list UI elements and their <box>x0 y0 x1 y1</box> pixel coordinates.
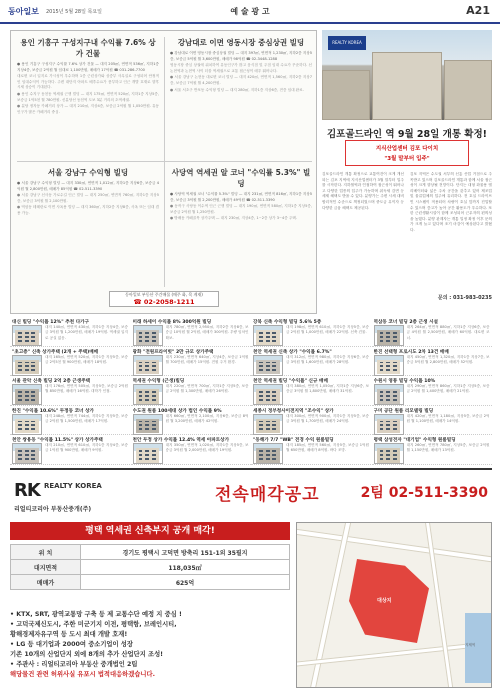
site-map <box>296 522 492 688</box>
article-text: ● 용인 기흥구 구성지구 수익률 7.6% 상가 건물 — 대지 205㎡, 연면적 536㎡, 지하1층 지상4층, 보증금 2억원 월 임대료 1,100만원, 매매가 17억원 ☎ 031-286-7700 대로변 코너 입지로 가시성이 우수하며 1층 근린상가와 상층부 사무실로 구성되어 안정적인 임대수익이 가능하다. 주변 대단지 아파트 배후수요가 풍부하고 인근 개발 호재로 향후 시세 상승이 기대된다. ● 용인 수지구 동천동 역세권 근생 빌딩 — 대지 175㎡, 연면적 520㎡, 지하1층 지상5층, 보증금 1억5천 월 780만원. 신분당선 동천역 도보 3분 거리의 초역세권. ● 분당 정자동 카페거리 상가 — 대지 210㎡, 지상4층, 보증금 2억원 월 1,050만원. 유동인구가 많은 카페거리 중심. <box>17 62 159 114</box>
article-title: 서울 강남구 수익형 빌딩 <box>47 168 129 177</box>
realty-logo-name: REALTY KOREA <box>44 482 102 490</box>
listing-photo <box>374 414 404 435</box>
banner-phone: ☎ 02-2058-1211 <box>133 298 195 306</box>
listing-card <box>251 407 371 436</box>
listing-title: 미래 하세이 수익률 8% 300억원 빌딩 <box>132 320 212 325</box>
article-cell <box>17 167 159 218</box>
listing-card <box>131 436 251 465</box>
listing-photo <box>374 384 404 405</box>
issue-date: 2015년 5월 28일 목요일 <box>46 9 103 15</box>
listing-title: 광화 "전원프라이빗" 2만 규모 상가주택 <box>132 349 214 355</box>
listing-text: 대지 312㎡, 연면적 980㎡, 지하1층 지상6층, 보증금 3억원 월 1,600만원, 매매가 28억원. <box>286 354 369 364</box>
listing-card <box>372 377 492 406</box>
listing-photo <box>253 355 283 376</box>
ad-bullet: • LG 등 대기업과 2000여 중소기업이 성장 <box>10 641 133 648</box>
listing-text: 대지 660㎡, 연면적 2,100㎡, 지상6층, 보증금 8억원 월 3,200만원, 매매가 42억원. <box>165 413 249 423</box>
listing-photo <box>374 355 404 376</box>
article-title: 용인 기흥구 구성지구내 수익률 7.6% 상가 건물 <box>20 38 156 58</box>
listing-card <box>131 377 251 406</box>
listing-text: 대지 264㎡, 연면적 880㎡, 지하1층 지상6층, 보증금 4억원 월 2,500만원, 매매가 60억원. 대로변 코너. <box>406 325 490 340</box>
listing-title: 천안 역세권 빌딩 "수익률" 신규 매매 <box>253 379 328 384</box>
sale-ad <box>10 522 492 690</box>
ad-bullet: • 고덕국제신도시, 주한 미군기지 이전, 평택항, 브레인시티, <box>10 621 177 628</box>
ad-bullet: 기존 10개의 산업단지 외에 8개의 추가 산업단지 조성! <box>10 651 164 658</box>
listing-card <box>131 318 251 347</box>
realty-banner <box>10 468 492 518</box>
listing-card <box>251 377 371 406</box>
table-value: 118,035㎡ <box>81 560 290 575</box>
listing-photo <box>133 414 163 435</box>
banner-text: 동아일보 부동산 주간매물 (매주 화, 목 게재) <box>125 292 203 297</box>
feature-contact: 문의 : 031-983-0235 <box>437 295 492 301</box>
listing-photo <box>253 325 283 346</box>
listing-text: 대지 350㎡, 연면적 1,020㎡, 지하1층 지상5층, 보증금 3억원 월 2,000만원, 매매가 19억원. <box>165 443 249 453</box>
listing-card <box>10 377 130 406</box>
listing-text: 대지 450㎡, 연면적 1,320㎡, 지하1층 지상7층, 보증금 5억원 월 2,800만원, 매매가 52억원. <box>406 354 490 364</box>
realty-company-name: 리얼티코리아 부동산중개(주) <box>14 506 92 513</box>
listing-text: 대지 420㎡, 연면적 1,180㎡, 지상5층, 보증금 2억원 월 1,100만원, 매매가 14억원. <box>406 413 490 423</box>
section-title: 예 술 광 고 <box>230 7 270 16</box>
listing-photo <box>253 384 283 405</box>
listing-card <box>131 348 251 377</box>
banner-phone: 2팀 02-511-3390 <box>360 485 488 501</box>
listing-title: 한진 "수익률 10.6%" 두정동 코너 상가 <box>12 408 94 414</box>
listing-title: 서울 관악 신축 빌딩 2억 2층 근생주택 <box>12 379 91 384</box>
listing-photo <box>12 355 42 376</box>
feature-subtitle-box <box>345 140 469 166</box>
listing-card <box>251 436 371 465</box>
feature-subtitle: "3월 말부터 입주" <box>384 156 430 162</box>
article-cell <box>170 167 312 223</box>
ad-bullets <box>10 610 290 680</box>
table-row <box>11 545 290 560</box>
table-value: 625억 <box>81 575 290 590</box>
building-sign: REALTY KOREA <box>328 36 366 50</box>
article-text: ● 서울 강남구 수익형 빌딩 — 대지 330㎡, 연면적 1,012㎡, 지하1층 지상6층, 보증금 4억원 월 2,800만원, 매매가 85억원 ☎ 02-511-3390 ● 서울 강남구 신사동 가로수길 인근 빌딩 — 대지 250㎡, 연면적 760㎡, 지하1층 지상5층, 보증금 3억원 월 2,100만원. ● 역삼동 테헤란로 이면 사옥용 빌딩 — 대지 360㎡, 지하2층 지상8층, 사옥 또는 임대 겸용 가능. <box>17 181 159 215</box>
listing-text: 대지 185㎡, 연면적 560㎡, 지상5층, 보증금 1억원 월 650만원, 매매가 8억원. 바다 조망. <box>286 443 369 453</box>
ad-disclaimer: 해당물건 관련 허위사실 유포시 법적대응하겠습니다. <box>10 671 155 678</box>
page-number: A21 <box>466 4 490 17</box>
listing-photo <box>133 325 163 346</box>
article-body: ● 강남대로 이면 영동시장 중심상권 빌딩 — 대지 397㎡, 연면적 1,230㎡, 지하2층 지상5층, 보증금 5억원 월 3,600만원, 매매가 98억원 ☎ 02-3448-1288 <box>170 51 312 61</box>
station-label: 지제역 <box>465 643 476 647</box>
article-body: ● 사당역 역세권 코너 "수익률 5.3%" 빌딩 — 대지 231㎡, 연면적 816㎡, 지하1층 지상5층, 보증금 3억원 월 2,200만원, 매매가 49억원 ☎ 02-511-3390 <box>170 192 312 202</box>
listing-text: 대지 165㎡, 연면적 520㎡, 지하1층 지상5층, 보증금 2억5천 월 900만원, 매매가 18억원. <box>45 354 128 364</box>
article-text: ● 강남대로 이면 영동시장 중심상권 빌딩 — 대지 397㎡, 연면적 1,230㎡, 지하2층 지상5층, 보증금 5억원 월 3,600만원, 매매가 98억원 ☎ 02-3448-1288 영동시장 중심 상권에 위치하여 유동인구가 많고 음식점 및 주점 임대 수요가 꾸준하다. 신논현역과 논현역 사이 더블 역세권으로 교통 접근성이 매우 뛰어나다. ● 서울 강남구 논현동 대로변 코너 빌딩 — 대지 420㎡, 연면적 1,560㎡, 지하2층 지상7층, 보증금 7억원 월 4,200만원. ● 서울 서초구 반포동 수익형 빌딩 — 대지 280㎡, 지하1층 지상6층, 전층 임대 완료. <box>170 51 312 92</box>
article-cell <box>170 37 312 94</box>
divider <box>17 161 312 162</box>
masthead <box>0 0 500 24</box>
listing-card <box>372 348 492 377</box>
listing-text: 대지 780㎡, 연면적 2,950㎡, 지하2층 지상8층, 보증금 10억원 월 2억원, 매매가 300억원. 우량 임차인 확보. <box>165 325 249 340</box>
feature-title: 김포골드라인 역 9월 28일 개통 확정! <box>326 129 487 140</box>
listing-card <box>372 436 492 465</box>
plot-label: 대상지 <box>377 598 392 604</box>
listing-title: 천안 두정 상가 수익률 12.4% 역세 아파트상가 <box>132 438 230 443</box>
top-listing-box <box>10 30 317 314</box>
listing-card <box>10 318 130 347</box>
feature-body: 김포 지역은 수도권 서부의 신흥 산업 거점으로 주목받고 있으며 김포골드라인 개통과 함께 서울 접근성이 크게 향상될 전망이다. 단지는 대형 화물용 엘리베이터와 넓은 주차 공간을 갖추고 있어 제조업 및 물류업체의 입주에 유리하다. 전 호실 드라이브인 시스템이 적용되어 차량이 호실 앞까지 진입할 수 있으며 층고가 높아 공간 활용도가 우수하다. 또한 근린생활시설이 함께 조성되어 근무자의 편의성을 높였다. 분양 관계자는 개통 일정 확정 이후 문의가 크게 늘고 있다며 조기 마감이 예상된다고 밝혔다. <box>410 172 492 232</box>
table-value: 경기도 평택시 고덕면 방축리 151-1외 35필지 <box>81 545 290 560</box>
listing-title: 역삼동 코너 빌딩 2층 근생 시설 <box>373 320 438 325</box>
listing-text: 대지 248㎡, 연면적 744㎡, 지하1층 지상5층, 보증금 2억원 월 1,500만원, 매매가 17억원. <box>45 413 128 423</box>
listing-card <box>372 318 492 347</box>
article-cell <box>17 37 159 116</box>
listing-photo <box>12 325 42 346</box>
listing-text: 대지 260㎡, 연면적 780㎡, 지상5층, 보증금 2억원 월 1,150만원, 매매가 13억원. <box>406 443 490 453</box>
table-row <box>11 575 290 590</box>
ad-bullet: • KTX, SRT, 광역교통망 구축 등 제 교통수단 예정 지 중심 ! <box>10 611 182 618</box>
listing-photo <box>374 443 404 464</box>
article-body: ● 서울 강남구 수익형 빌딩 — 대지 330㎡, 연면적 1,012㎡, 지하1층 지상6층, 보증금 4억원 월 2,800만원, 매매가 85억원 ☎ 02-511-3390 <box>17 181 159 191</box>
listing-text: 대지 290㎡, 연면적 860㎡, 지하1층 지상5층, 보증금 2억원 월 1,400만원, 매매가 21억원. <box>406 384 490 394</box>
table-key: 매매가 <box>11 575 81 590</box>
listing-title: 대신 빌딩 "수익률 12%" 추천 다가구 <box>12 320 90 325</box>
ad-info-table <box>10 544 290 590</box>
listing-text: 대지 210㎡, 연면적 610㎡, 지하1층 지상4층, 보증금 1억원 월 900만원, 매매가 9억원. <box>45 443 128 453</box>
listing-card <box>131 407 251 436</box>
article-title: 사당역 역세권 알 코너 "수익률 5.3%" 빌딩 <box>171 168 311 188</box>
ad-bullet: • 주관사 : 리얼티코리아 부동산 중개법인 2팀 <box>10 661 138 668</box>
listing-card <box>251 348 371 377</box>
listing-text: 대지 176㎡, 연면적 505㎡, 지상5층, 보증금 2억원 월 850만원, 매매가 16억원. 대학가 인접. <box>45 384 128 394</box>
listing-title: 천안 역세권 신축 상가 "수익률 6.7%" <box>253 349 332 355</box>
banner-title: 전속매각공고 <box>215 485 320 505</box>
listing-card <box>251 318 371 347</box>
listing-text: 대지 220㎡, 연면적 700㎡, 지하1층 지상5층, 보증금 2억원 월 1,300만원, 매매가 26억원. <box>165 384 249 394</box>
listing-photo <box>374 325 404 346</box>
phone-banner <box>109 291 219 307</box>
listing-photo <box>133 384 163 405</box>
listing-title: 세종시 정부청사이전지역 "조수익" 상가 <box>253 408 334 414</box>
feature-photo <box>322 30 492 120</box>
newspaper-logo: 동아일보 <box>8 7 39 16</box>
listing-title: "동해가 7/7 "WB" 전경 수익 원룸빌딩 <box>253 438 334 443</box>
article-body: ● 용인 기흥구 구성지구 수익률 7.6% 상가 건물 — 대지 205㎡, 연면적 536㎡, 지하1층 지상4층, 보증금 2억원 월 임대료 1,100만원, 매매가 17억원 ☎ 031-286-7700 <box>17 62 159 72</box>
listing-card <box>372 407 492 436</box>
listing-text: 대지 300㎡, 연면적 900㎡, 지하1층 지상5층, 보증금 3억원 월 1,700만원, 매매가 24억원. <box>286 413 369 423</box>
table-key: 대지면적 <box>11 560 81 575</box>
ad-headline: 평택 역세권 신축부지 공개 매각! <box>10 522 290 540</box>
table-row <box>11 560 290 575</box>
divider <box>164 37 165 287</box>
listing-title: 평택 삼성전자 "대기업" 수익형 원룸빌딩 <box>373 438 456 443</box>
listing-photo <box>253 443 283 464</box>
listing-title: "초고층" 신축 상가주택 (2개 + 주택)매매 <box>12 349 99 355</box>
feature-body: 김포골드라인 개통 확정으로 교통여건이 크게 개선되는 김포 지역에 지식산업센터가 3월 말부터 입주를 시작한다. 지하철역과 인접하여 접근성이 뛰어나고 다양한 업종의 입주가 가능하며 취득세 감면 등 세제 혜택도 받을 수 있다. 분양가는 주변 시세 대비 합리적인 수준으로 책정되었으며 중도금 무이자 등 다양한 금융 혜택도 제공된다. <box>322 172 404 210</box>
listing-grid <box>10 318 492 466</box>
listing-photo <box>12 414 42 435</box>
listing-text: 대지 380㎡, 연면적 1,050㎡, 지하1층 지상6층, 보증금 3억원 월 1,800만원, 매매가 31억원. <box>286 384 369 394</box>
listing-title: 천안 쌍용동 "수익률 11.5%" 상가 상가주택 <box>12 438 103 443</box>
water-area <box>465 613 491 683</box>
listing-text: 대지 198㎡, 연면적 610㎡, 지하1층 지상5층, 보증금 2억원 월 1,000만원, 매매가 22억원. 신축 건물. <box>286 325 369 335</box>
table-key: 위 치 <box>11 545 81 560</box>
listing-card <box>10 436 130 465</box>
ad-bullet: 황해경제자유구역 등 도시 최대 개발 호재! <box>10 631 128 638</box>
listing-title: 역세권 수익형 (근생)빌딩 <box>132 379 185 384</box>
listing-photo <box>133 355 163 376</box>
realty-logo: RK <box>14 480 40 501</box>
listing-title: 한진 선택형 프로시도 2차 13건 매매 <box>373 349 449 355</box>
listing-card <box>10 348 130 377</box>
listing-photo <box>133 443 163 464</box>
listing-title: 구미 공단 원룸 리모델링 빌딩 <box>373 408 434 414</box>
listing-card <box>10 407 130 436</box>
listing-title: 수원시 영통 빌딩 수익률 10% <box>373 379 436 384</box>
listing-photo <box>12 384 42 405</box>
listing-text: 대지 140㎡, 연면적 430㎡, 지하1층 지상4층, 보증금 3억원 월 1,200만원, 매매가 19억원. 역세권 입지로 공실 없음. <box>45 325 128 340</box>
listing-photo <box>12 443 42 464</box>
article-text: ● 사당역 역세권 코너 "수익률 5.3%" 빌딩 — 대지 231㎡, 연면적 816㎡, 지하1층 지상5층, 보증금 3억원 월 2,200만원, 매매가 49억원 ☎ 02-511-3390 ● 동작구 사당동 이수역 인근 근생 빌딩 — 대지 190㎡, 연면적 580㎡, 지하1층 지상5층, 보증금 2억원 월 1,250만원. ● 방배동 카페골목 상가주택 — 대지 230㎡, 지상4층, 1~2층 상가 3~4층 주택. <box>170 192 312 221</box>
article-title: 강남대로 이면 영동시장 중심상권 빌딩 <box>177 38 305 47</box>
listing-title: 수도권 원룸 100세대 상가 법인 수익률 9% <box>132 408 222 414</box>
listing-photo <box>253 414 283 435</box>
listing-text: 대지 230㎡, 연면적 640㎡, 지상4층, 보증금 1억원 월 700만원, 매매가 15억원. 전원 주거 환경. <box>165 354 249 364</box>
feature-subtitle: 지식산업센터 김포 다이치 <box>375 146 439 152</box>
listing-title: 강북 신축 수익형 빌딩 5.6% 5층 <box>253 320 322 325</box>
